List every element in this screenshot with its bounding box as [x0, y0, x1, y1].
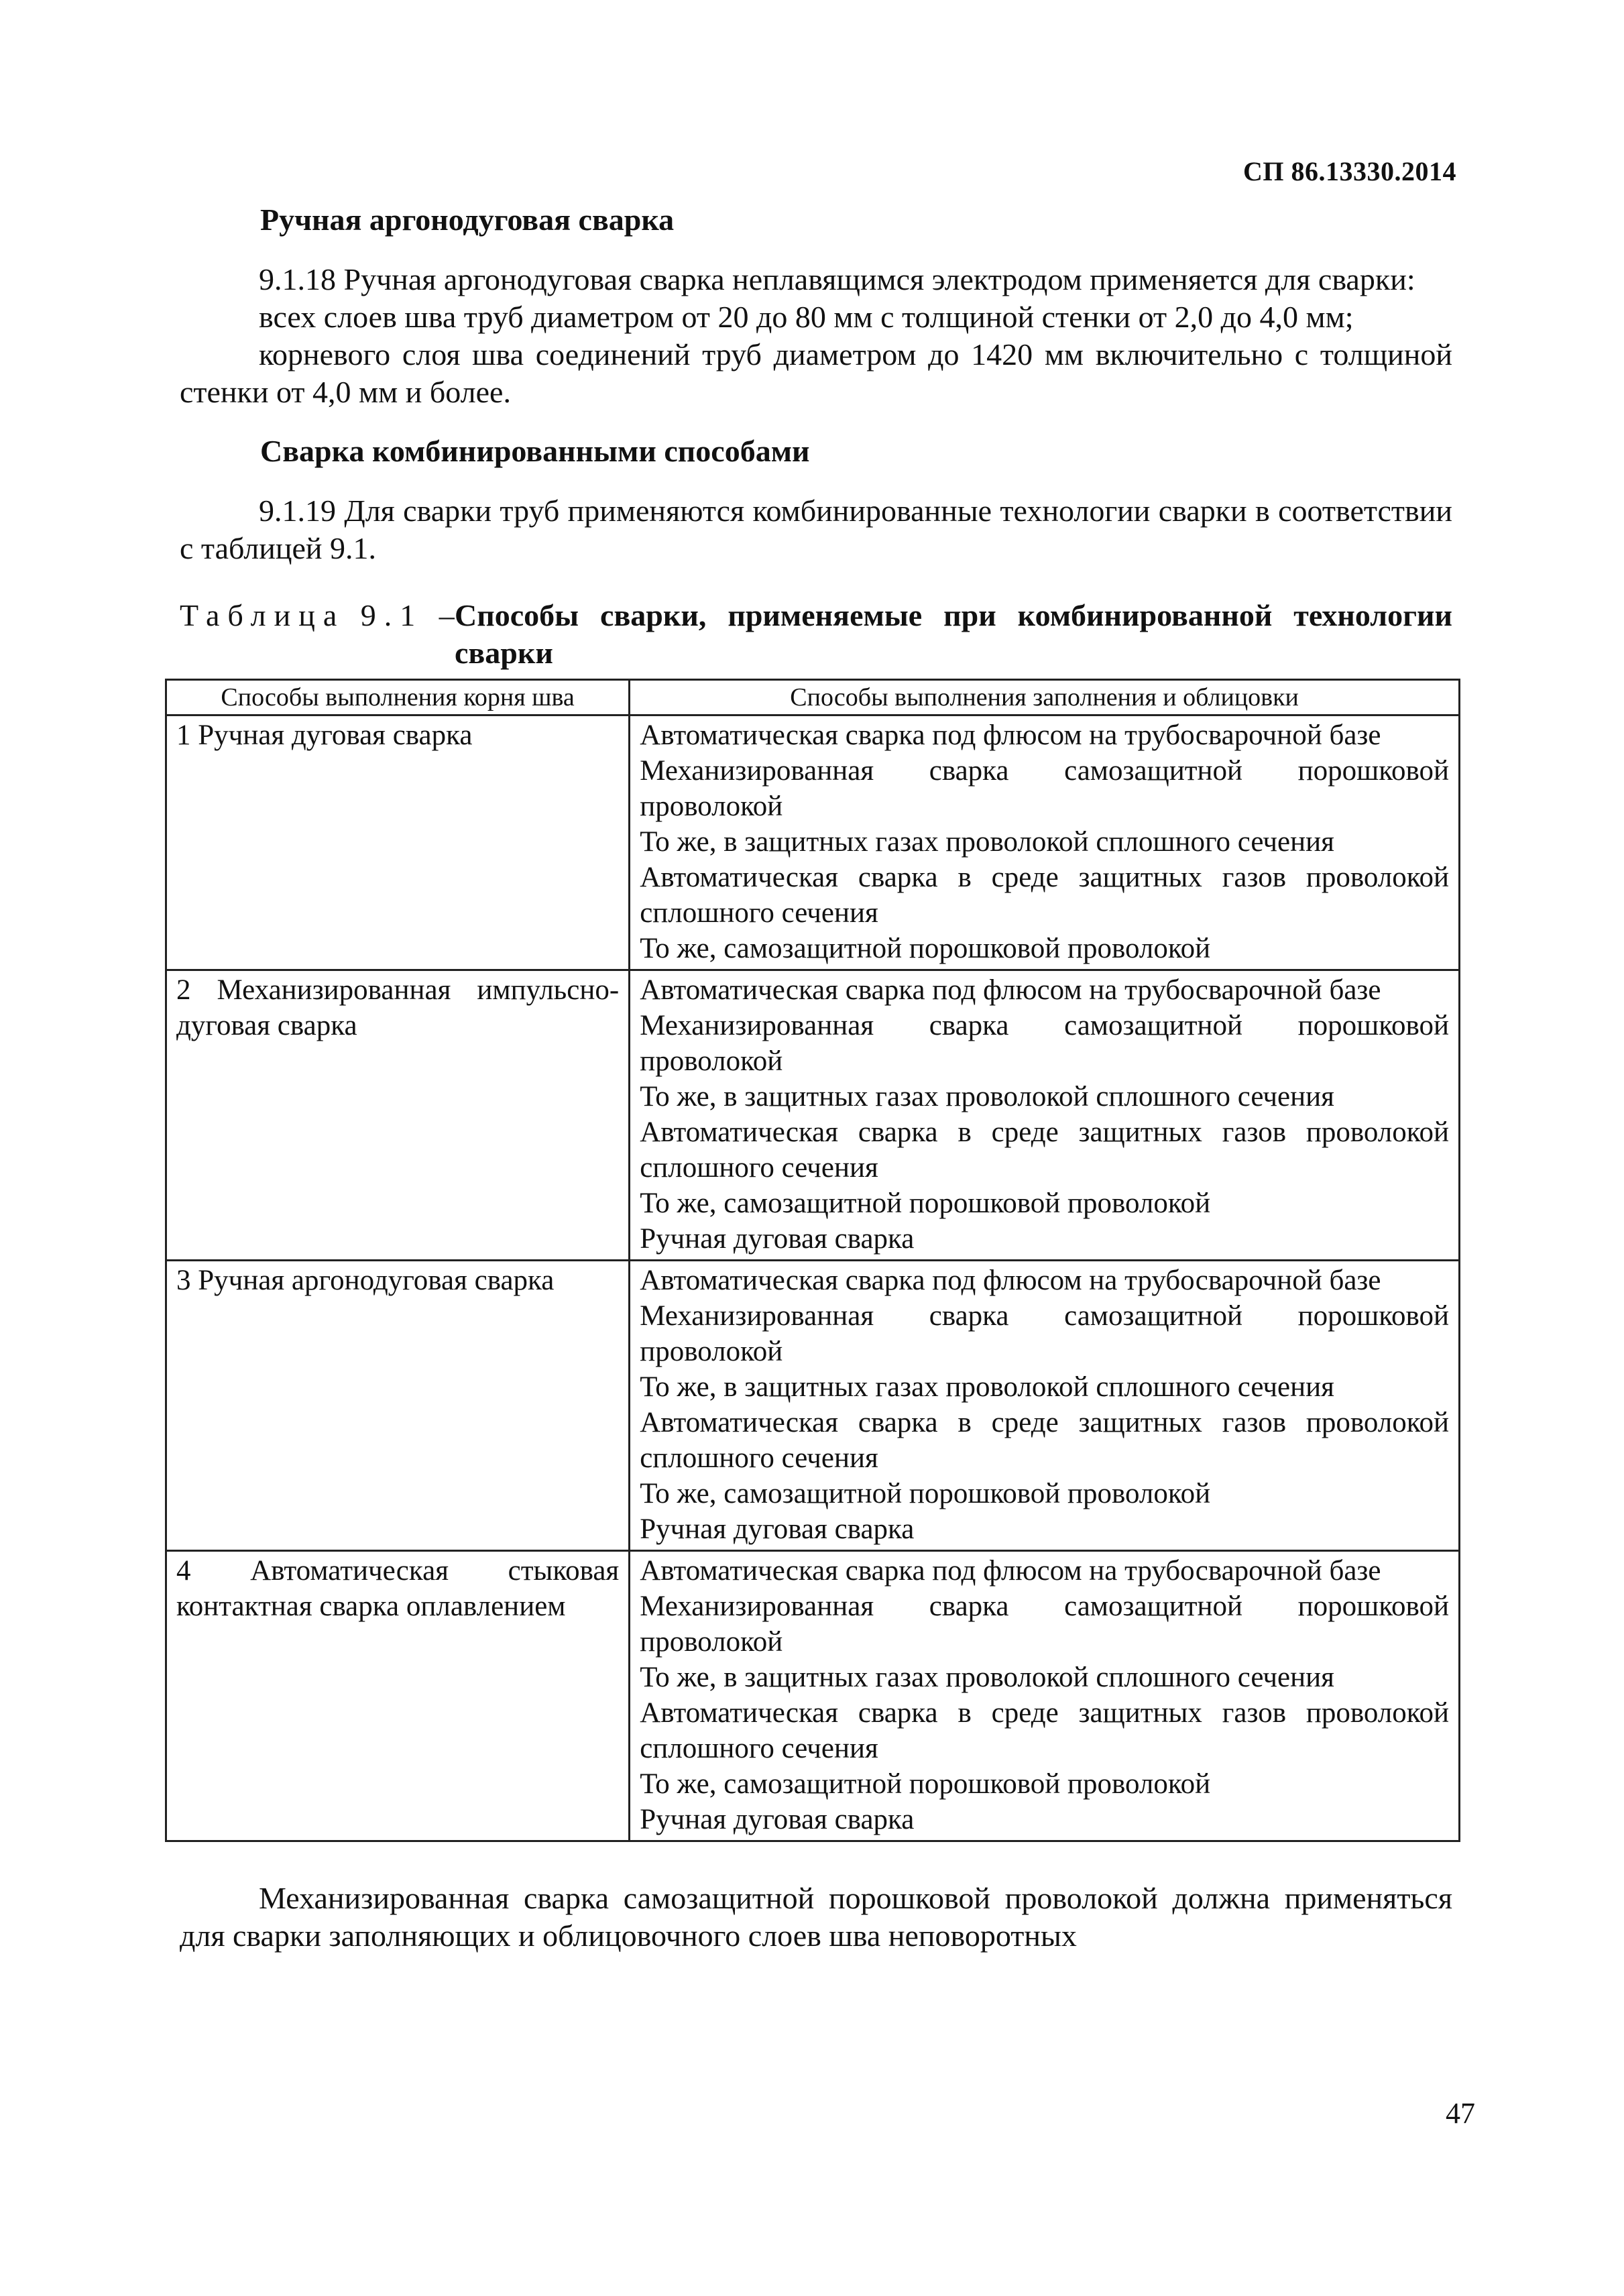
- page-content: [176, 201, 1452, 1955]
- fill-method-item: То же, самозащитной порошковой проволокой: [640, 933, 1211, 965]
- fill-methods-cell: [630, 1261, 1460, 1551]
- paragraph-all-layers: всех слоев шва труб диаметром от 20 до 80 мм с толщиной стенки от 2,0 до 4,0 мм;: [259, 300, 1354, 335]
- table-row: [166, 1551, 1460, 1841]
- welding-methods-table: [165, 679, 1460, 1842]
- spacer: [180, 479, 1452, 492]
- fill-method-item: Автоматическая сварка в среде защитных газов проволокой сплошного сечения: [640, 1116, 1449, 1184]
- fill-method-item: То же, самозащитной порошковой проволокой: [640, 1768, 1211, 1800]
- table-row: [166, 970, 1460, 1261]
- fill-method-item: Ручная дуговая сварка: [640, 1804, 915, 1836]
- root-method-cell: 2 Механизированная импульсно-дуговая сварка: [166, 970, 630, 1261]
- table-caption-label: Таблица 9.1 –: [180, 598, 463, 633]
- root-method-cell: 3 Ручная аргонодуговая сварка: [166, 1261, 630, 1551]
- fill-method-item: То же, в защитных газах проволокой сплошного сечения: [640, 1371, 1334, 1403]
- table-body: [166, 715, 1460, 1841]
- paragraph-9-1-18: 9.1.18 Ручная аргонодуговая сварка неплавящимся электродом применяется для сварки:: [259, 262, 1415, 297]
- paragraph-9-1-19: 9.1.19 Для сварки труб применяются комбинированные технологии сварки в соответствии с таблицей 9.1.: [180, 494, 1452, 566]
- table-header-fill: Способы выполнения заполнения и облицовки: [630, 680, 1460, 715]
- fill-method-item: Ручная дуговая сварка: [640, 1513, 915, 1546]
- fill-methods-cell: [630, 715, 1460, 970]
- fill-method-item: Механизированная сварка самозащитной порошковой проволокой: [640, 1591, 1449, 1658]
- fill-methods-cell: [630, 970, 1460, 1261]
- section-heading-combined: Сварка комбинированными способами: [260, 434, 810, 469]
- fill-method-item: То же, в защитных газах проволокой сплошного сечения: [640, 1662, 1334, 1694]
- root-method-cell: 4 Автоматическая стыковая контактная сварка оплавлением: [166, 1551, 630, 1841]
- document-code: СП 86.13330.2014: [1243, 156, 1456, 186]
- fill-method-item: Автоматическая сварка под флюсом на трубосварочной базе: [640, 1265, 1381, 1297]
- table-row: [166, 1261, 1460, 1551]
- fill-method-item: Механизированная сварка самозащитной порошковой проволокой: [640, 755, 1449, 823]
- fill-method-item: То же, самозащитной порошковой проволокой: [640, 1478, 1211, 1510]
- fill-method-item: То же, в защитных газах проволокой сплошного сечения: [640, 1081, 1334, 1113]
- table-caption: [180, 597, 1452, 672]
- paragraph-root-layer: корневого слоя шва соединений труб диаметром до 1420 мм включительно с толщиной стенки от 4,0 мм и более.: [180, 337, 1452, 410]
- paragraph-self-shielded-wire: Механизированная сварка самозащитной порошковой проволокой должна применяться для сварки заполняющих и облицовочного слоев шва неповоротных: [180, 1881, 1452, 1953]
- table-row: [166, 715, 1460, 970]
- table-caption-title: Способы сварки, применяемые при комбинированной технологии сварки: [455, 598, 1452, 671]
- fill-method-item: Механизированная сварка самозащитной порошковой проволокой: [640, 1300, 1449, 1368]
- fill-method-item: То же, самозащитной порошковой проволокой: [640, 1188, 1211, 1220]
- spacer: [180, 411, 1452, 433]
- fill-method-item: Ручная дуговая сварка: [640, 1223, 915, 1255]
- table-header-root: Способы выполнения корня шва: [166, 680, 630, 715]
- section-heading-manual-argon: Ручная аргонодуговая сварка: [260, 203, 675, 237]
- spacer: [180, 247, 1452, 261]
- fill-method-item: То же, в защитных газах проволокой сплошного сечения: [640, 826, 1334, 858]
- fill-method-item: Автоматическая сварка под флюсом на трубосварочной базе: [640, 974, 1381, 1007]
- fill-method-item: Автоматическая сварка в среде защитных газов проволокой сплошного сечения: [640, 862, 1449, 929]
- after-table-section: [180, 1880, 1452, 1955]
- table-header-row: [166, 680, 1460, 715]
- page-number: 47: [1446, 2097, 1475, 2130]
- fill-method-item: Автоматическая сварка в среде защитных газов проволокой сплошного сечения: [640, 1407, 1449, 1475]
- root-method-cell: 1 Ручная дуговая сварка: [166, 715, 630, 970]
- fill-method-item: Автоматическая сварка под флюсом на трубосварочной базе: [640, 720, 1381, 752]
- fill-method-item: Механизированная сварка самозащитной порошковой проволокой: [640, 1010, 1449, 1078]
- fill-method-item: Автоматическая сварка в среде защитных газов проволокой сплошного сечения: [640, 1697, 1449, 1765]
- fill-method-item: Автоматическая сварка под флюсом на трубосварочной базе: [640, 1555, 1381, 1587]
- fill-methods-cell: [630, 1551, 1460, 1841]
